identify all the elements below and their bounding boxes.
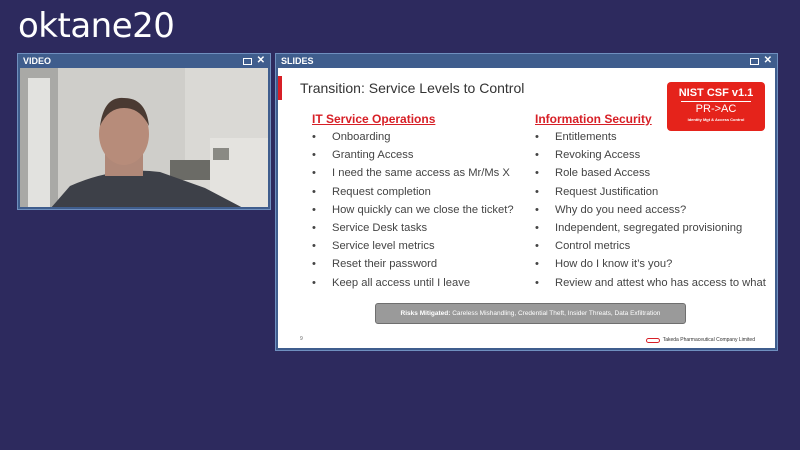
column-heading: Information Security [535, 112, 652, 126]
slide-footer [646, 337, 755, 343]
bullet-icon: • [535, 185, 539, 198]
it-service-operations-column [312, 112, 514, 292]
speaker-video-image [20, 68, 268, 207]
video-panel-titlebar [18, 54, 270, 68]
video-feed [20, 68, 268, 207]
video-panel-title: VIDEO [23, 56, 52, 66]
takeda-logo-icon [646, 338, 660, 343]
bullet-icon: • [312, 276, 316, 289]
oktane-logo: oktane20 [18, 6, 175, 46]
badge-line-3: Identity Mgt & Access Control [687, 117, 745, 122]
list-item: • I need the same access as Mr/Ms X [312, 164, 514, 182]
maximize-icon[interactable] [750, 58, 759, 65]
bullet-icon: • [535, 131, 539, 143]
list-item: • Service level metrics [312, 237, 514, 255]
bullet-icon: • [535, 240, 539, 253]
list-item: • Entitlements [535, 128, 766, 146]
bullet-icon: • [312, 258, 316, 271]
bullet-icon: • [312, 221, 316, 234]
bullet-icon: • [312, 203, 316, 216]
bullet-icon: • [312, 185, 316, 198]
badge-line-1: NIST CSF v1.1 [678, 87, 754, 99]
risks-text: Careless Mishandling, Credential Theft, Insider Threats, Data Exfiltration [452, 310, 661, 317]
bullet-icon: • [312, 131, 316, 143]
list-item: • Independent, segregated provisioning [535, 219, 766, 237]
bullet-icon: • [312, 240, 316, 253]
bullet-icon: • [312, 149, 316, 162]
list-item: • Review and attest who has access to what [535, 274, 766, 292]
slide-heading: Transition: Service Levels to Control [300, 80, 525, 96]
list-item: • How do I know it’s you? [535, 255, 766, 273]
list-item: • Keep all access until I leave [312, 274, 514, 292]
maximize-icon[interactable] [243, 58, 252, 65]
information-security-column [535, 112, 766, 292]
list-item: • Request Justification [535, 183, 766, 201]
bullet-icon: • [535, 149, 539, 162]
bullet-icon: • [535, 167, 539, 180]
bullet-list [535, 128, 766, 292]
badge-line-2: PR->AC [681, 101, 751, 115]
list-item: • Role based Access [535, 164, 766, 182]
slides-panel-title: SLIDES [281, 56, 314, 66]
risks-mitigated-banner [375, 303, 686, 324]
list-item: • Control metrics [535, 237, 766, 255]
close-icon[interactable]: ✕ [256, 55, 265, 66]
slides-panel-titlebar [276, 54, 777, 68]
list-item: • Reset their password [312, 255, 514, 273]
list-item: • How quickly can we close the ticket? [312, 201, 514, 219]
list-item: • Granting Access [312, 146, 514, 164]
bullet-icon: • [535, 258, 539, 271]
bullet-icon: • [535, 221, 539, 234]
list-item: • Onboarding [312, 128, 514, 146]
bullet-list [312, 128, 514, 292]
footer-company: Takeda Pharmaceutical Company Limited [662, 337, 755, 343]
slide-content [278, 68, 775, 348]
list-item: • Revoking Access [535, 146, 766, 164]
list-item: • Request completion [312, 183, 514, 201]
bullet-icon: • [312, 167, 316, 180]
slide-page-number: 9 [300, 336, 303, 342]
video-panel [17, 53, 271, 210]
close-icon[interactable]: ✕ [763, 55, 772, 66]
bullet-icon: • [535, 276, 539, 289]
title-accent-bar [278, 76, 282, 100]
risks-label: Risks Mitigated: [400, 310, 451, 317]
list-item: • Why do you need access? [535, 201, 766, 219]
slides-panel [275, 53, 778, 351]
list-item: • Service Desk tasks [312, 219, 514, 237]
bullet-icon: • [535, 203, 539, 216]
column-heading: IT Service Operations [312, 112, 436, 126]
